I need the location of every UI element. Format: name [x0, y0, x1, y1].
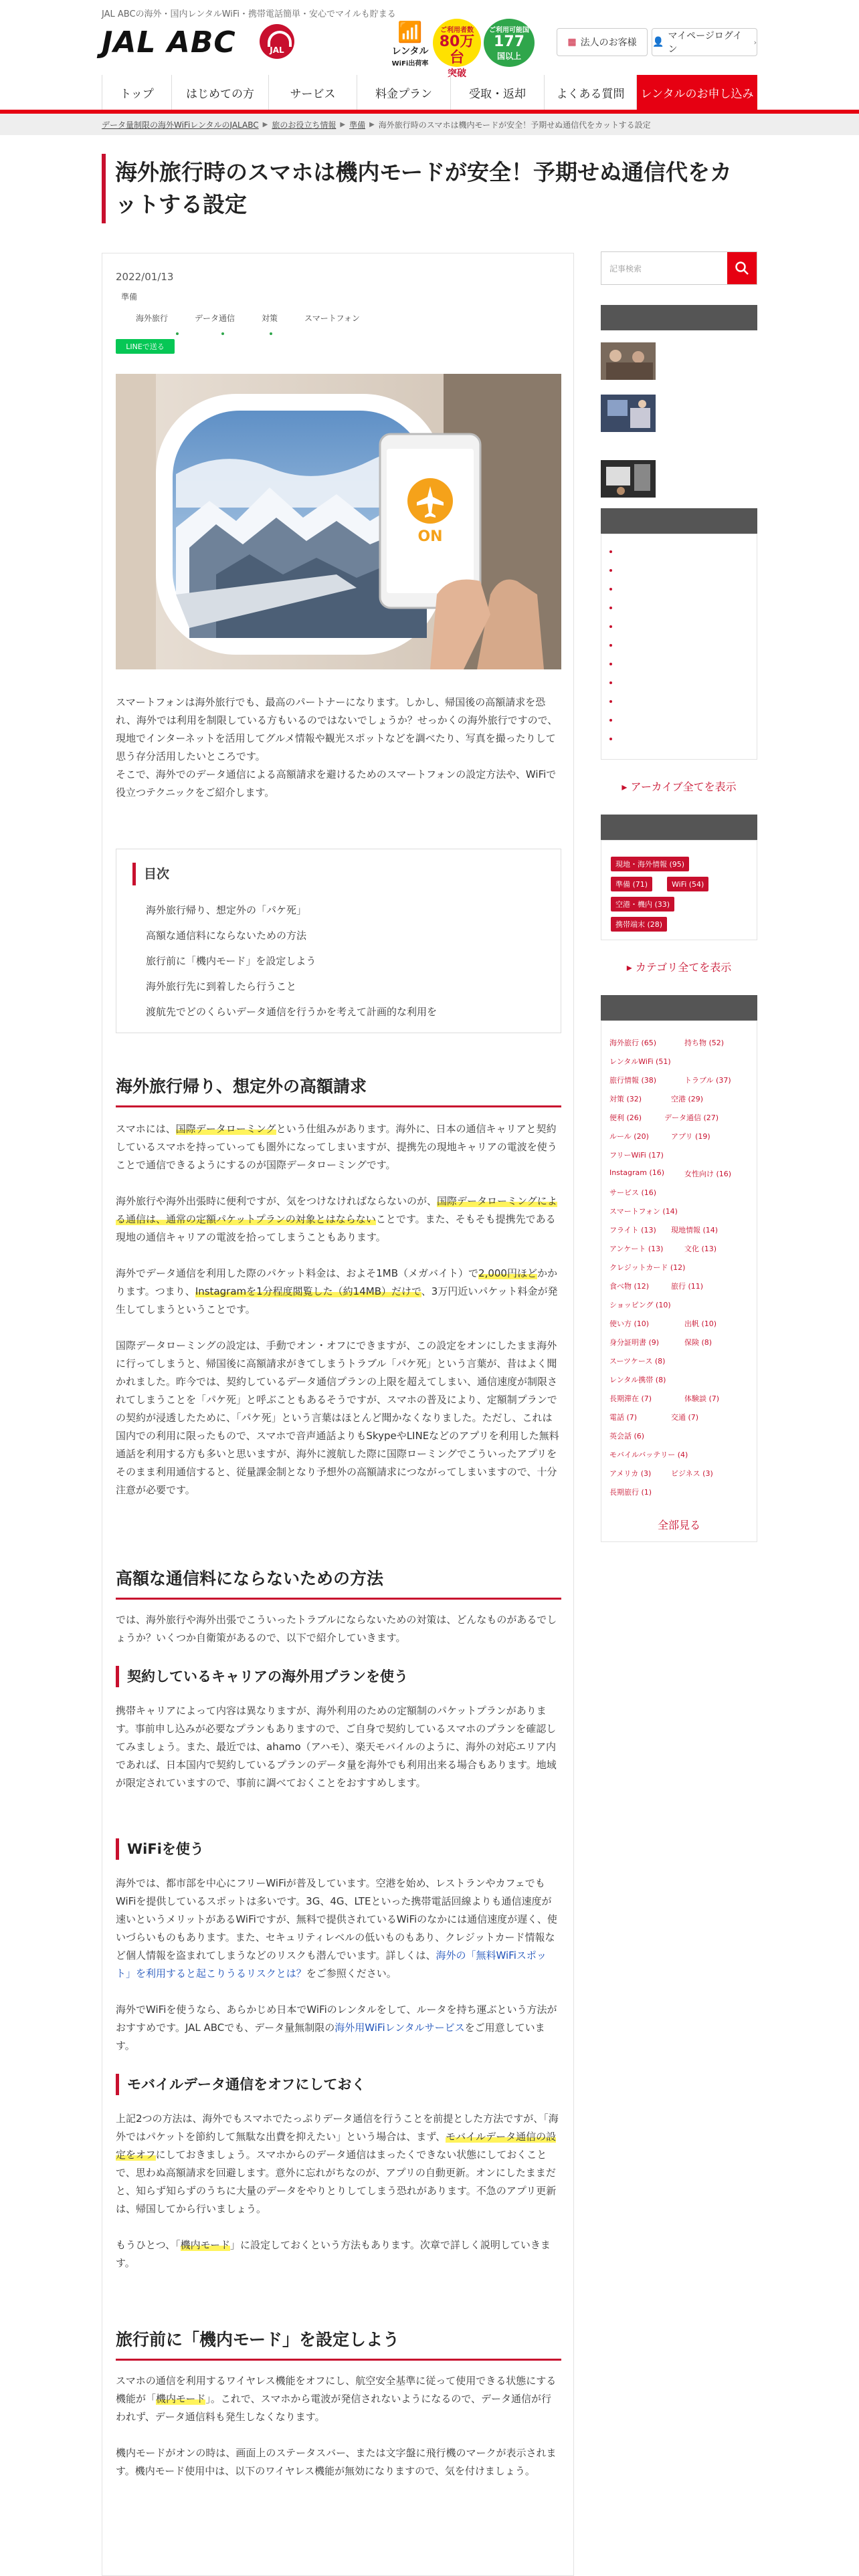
header [0, 19, 859, 79]
hero-on-text: ON [417, 528, 443, 545]
category-tag[interactable]: 携帯端末 (28) [611, 917, 667, 932]
chevron-right-icon: ▶ [262, 120, 268, 128]
main-nav [102, 75, 757, 110]
tag-link[interactable]: 体験談 (7) [684, 1394, 720, 1403]
paragraph: 上記2つの方法は、海外でもスマホでたっぷりデータ通信を行うことを前提とした方法ですが、「海外ではパケットを節約して無駄な出費を抑えたい」という場合は、まず、モバイルデータ通信の設定をオフにしておきましょう。スマホからのデータ通信はまったくできない状態にしておくことで、思わぬ高額請求を回避します。意外に忘れがちなのが、アプリの自動更新。オンにしたままだと、知らず知らずのうちに大量のデータをやりとりしてしまう恐れがあります。不急のアプリ更新は、帰国してから行いましょう。 [116, 2113, 559, 2215]
tag-link[interactable]: アプリ (19) [671, 1132, 710, 1141]
toc-item[interactable]: 渡航先でどのくらいデータ通信を行うかを考えて計画的な利用を [146, 1006, 438, 1018]
tag-link[interactable]: レンタルWiFi (51) [609, 1057, 671, 1066]
nav-top[interactable]: トップ [102, 75, 172, 110]
tag-link[interactable]: 食べ物 (12) [609, 1282, 650, 1291]
intro-p2: そこで、海外でのデータ通信による高額請求を避けるためのスマートフォンの設定方法や、WiFiで役立つテクニックをご紹介します。 [116, 768, 557, 798]
line-share-button[interactable]: LINEで送る [116, 339, 175, 354]
tag-link[interactable]: 現地情報 (14) [671, 1226, 719, 1235]
top-bar [0, 0, 859, 19]
breadcrumb-tips[interactable]: 旅のお役立ち情報 [272, 120, 337, 130]
tag-link[interactable]: 身分証明書 (9) [609, 1338, 660, 1347]
paragraph: 海外では、都市部を中心にフリーWiFiが普及しています。空港を始め、レストランやカフェでもWiFiを提供しているスポットは多いです。3G、4G、LTEといった携帯電話回線よりも通信速度が速いというメリットがあるWiFiですが、無料で提供されているWiFiのなかには通信速度が遅く、使いづらいものもあります。また、セキュリティレベルの低いものもあり、クレジットカード情報など個人情報を盗まれてしまうなどのリスクも潜んでいます。詳しくは、海外の「無料WiFiスポット」を利用すると起こりうるリスクとは？をご参照ください。 [116, 1877, 557, 1979]
tag-link[interactable]: 使い方 (10) [609, 1319, 650, 1328]
tag-link[interactable]: サービス (16) [609, 1188, 657, 1197]
paragraph: スマホの通信を利用するワイヤレス機能をオフにし、航空安全基準に従って使用できる状態にする機能が「機内モード」。これで、スマホから電波が発信されないようになるので、データ通信が行われず、データ通信料も発生しなくなります。 [116, 2375, 557, 2423]
tag-link[interactable]: 文化 (13) [684, 1245, 717, 1253]
nav-faq[interactable]: よくある質問 [545, 75, 637, 110]
tag-link[interactable]: アメリカ (3) [609, 1469, 652, 1478]
corporate-label: 法人のお客様 [580, 37, 637, 48]
badge-80 [433, 19, 481, 79]
archive-list [601, 534, 757, 760]
nav-service[interactable]: サービス [269, 75, 357, 110]
archive-bullet [609, 738, 612, 740]
tag-link[interactable]: スマートフォン (14) [609, 1207, 678, 1216]
category-tag[interactable]: 空港・機内 (33) [611, 897, 674, 911]
sidebar-heading [601, 815, 757, 840]
tag-link[interactable]: データ通信 [195, 314, 235, 323]
category-all-link[interactable]: ▸ カテゴリ全てを表示 [626, 961, 732, 974]
archive-bullet [609, 550, 612, 553]
table-of-contents [116, 849, 561, 1033]
tag-link[interactable]: スーツケース (8) [609, 1357, 666, 1366]
section-1-body [116, 1120, 561, 1499]
archive-bullet [609, 663, 612, 665]
popular-thumb[interactable] [601, 460, 656, 498]
badge-wifi-t1: レンタル [391, 46, 429, 57]
article-category[interactable]: 準備 [121, 292, 138, 302]
tag-link[interactable]: 旅行 (11) [671, 1282, 704, 1291]
toc-item[interactable]: 高額な通信料にならないための方法 [146, 930, 307, 942]
toc-title: 目次 [132, 863, 169, 885]
paragraph: 海外でWiFiを使うなら、あらかじめ日本でWiFiのレンタルをして、ルータを持ち運ぶという方法がおすすめです。JAL ABCでも、データ量無制限の海外用WiFiレンタルサービスをご用意しています。 [116, 2004, 557, 2052]
tags-all-link[interactable]: 全部見る [657, 1519, 700, 1531]
archive-bullet [609, 700, 612, 703]
nav-beginners[interactable]: はじめての方 [172, 75, 269, 110]
article [102, 253, 574, 2576]
archive-bullet [609, 607, 612, 609]
tag-link[interactable]: トラブル (37) [684, 1076, 731, 1085]
tag-link[interactable]: クレジットカード (12) [609, 1263, 686, 1272]
breadcrumb-current: 海外旅行時のスマホは機内モードが安全！予期せぬ通信代をカットする設定 [378, 120, 651, 130]
badge-wifi [390, 21, 430, 68]
tag-dot [176, 332, 179, 335]
tag-link[interactable]: 対策 [262, 314, 278, 323]
tag-dot [221, 332, 224, 335]
tag-link[interactable]: 英会話 (6) [609, 1432, 645, 1440]
toc-item[interactable]: 海外旅行帰り、想定外の「パケ死」 [146, 904, 307, 916]
section-heading: 海外旅行帰り、想定外の高額請求 [116, 1073, 561, 1107]
breadcrumb [0, 114, 859, 135]
thumb-image [601, 460, 656, 498]
tag-link[interactable]: 旅行情報 (38) [609, 1076, 657, 1085]
chevron-right-icon: › [753, 37, 757, 47]
breadcrumb-home[interactable]: データ量制限の海外WiFiレンタルのJALABC [102, 120, 259, 130]
chevron-right-icon: ▶ [340, 120, 346, 128]
archive-bullet [609, 644, 612, 647]
tag-cloud [601, 1021, 757, 1542]
tag-link[interactable]: 長期滞在 (7) [609, 1394, 652, 1403]
tag-link[interactable]: 空港 (29) [671, 1095, 704, 1103]
intro-text [116, 693, 561, 802]
tag-link[interactable]: 長期旅行 (1) [609, 1488, 652, 1497]
badge-80-t1: ご利用者数 [440, 27, 474, 34]
badge-wifi-t2: WiFi出荷率 [391, 60, 429, 68]
section-3-body [116, 2372, 561, 2480]
tag-link[interactable]: ショッピング (10) [609, 1301, 671, 1309]
thumb-image [601, 395, 656, 432]
tag-link[interactable]: 持ち物 (52) [684, 1039, 725, 1047]
nav-apply-button[interactable]: レンタルのお申し込み [637, 75, 757, 110]
thumb-image [601, 342, 656, 380]
wifi-icon: 📶 [397, 21, 423, 44]
section-heading: 高額な通信料にならないための方法 [116, 1566, 561, 1600]
sidebar-heading [601, 995, 757, 1021]
nav-pickup-return[interactable]: 受取・返却 [451, 75, 545, 110]
paragraph: 携帯キャリアによって内容は異なりますが、海外利用のための定額制のパケットプランがあります。事前申し込みが必要なプランもありますので、ご自身で契約しているスマホのプランを確認してみましょう。また、最近では、ahamo（アハモ）、楽天モバイルのように、海外の対応エリア内であれば、日本国内で契約しているプランのデータ量を海外でも利用出来る場合もあります。地域が限定されていますので、事前に調べておくことをおすすめします。 [116, 1705, 557, 1789]
archive-bullet [609, 625, 612, 628]
logo[interactable]: JAL ABC [102, 25, 236, 60]
tag-link[interactable]: 交通 (7) [671, 1413, 699, 1422]
tag-link[interactable]: アンケート (13) [609, 1245, 664, 1253]
sidebar-heading [601, 305, 757, 330]
breadcrumb-category[interactable]: 準備 [349, 120, 366, 130]
nav-pricing[interactable]: 料金プラン [357, 75, 451, 110]
archive-bullet [609, 588, 612, 591]
wifi-rental-link[interactable]: 海外用WiFiレンタルサービス [335, 2022, 465, 2034]
sidebar-heading [601, 508, 757, 534]
archive-all-link[interactable]: ▸ アーカイブ全てを表示 [622, 780, 737, 793]
corporate-button[interactable] [557, 28, 648, 56]
tag-link[interactable]: モバイルバッテリー (4) [609, 1451, 688, 1459]
section-2-intro [116, 1611, 561, 1647]
section-heading: 旅行前に「機内モード」を設定しよう [116, 2327, 561, 2361]
risk-article-link[interactable]: 海外の「無料WiFiスポット」を利用すると起こりうるリスクとは？ [116, 1949, 547, 1979]
subsection-heading: WiFiを使う [116, 1838, 561, 1860]
user-icon: 👤 [652, 37, 664, 47]
tag-link[interactable]: 便利 (26) [609, 1113, 642, 1122]
paragraph: スマホには、国際データローミングという仕組みがあります。海外に、日本の通信キャリアと契約しているスマホを持っていっても圏外になってしまいますが、提携先の現地キャリアの電波を使うことで通信できるようにするのが国際データローミングです。 [116, 1123, 557, 1171]
toc-item[interactable]: 海外旅行先に到着したら行うこと [146, 980, 297, 992]
tag-dot [270, 332, 272, 335]
archive-bullet [609, 569, 612, 572]
category-list [601, 840, 757, 940]
paragraph: 機内モードがオンの時は、画面上のステータスバー、または文字盤に飛行機のマークが表示されます。機内モード使用中は、以下のワイヤレス機能が無効になりますので、気を付けましょう。 [116, 2447, 557, 2477]
tag-link[interactable]: ビジネス (3) [671, 1469, 713, 1478]
category-tag[interactable]: 現地・海外情報 (95) [611, 857, 689, 871]
archive-bullet [609, 719, 612, 722]
tag-link[interactable]: 出帆 (10) [684, 1319, 717, 1328]
tag-link[interactable]: 海外旅行 [136, 314, 169, 323]
search-icon [735, 261, 749, 276]
paragraph: もうひとつ、「機内モード」に設定しておくという方法もあります。次章で詳しく説明していきます。 [116, 2239, 551, 2269]
archive-bullet [609, 681, 612, 684]
toc-item[interactable]: 旅行前に「機内モード」を設定しよう [146, 955, 316, 967]
subsection-body [116, 1874, 561, 2055]
tag-link[interactable]: スマートフォン [304, 314, 360, 323]
badge-177 [484, 19, 535, 67]
article-date: 2022/01/13 [116, 271, 174, 283]
mypage-label: マイページログイン [668, 31, 743, 55]
subsection-body [116, 2110, 561, 2272]
page-title: 海外旅行時のスマホは機内モードが安全！予期せぬ通信代をカットする設定 [102, 154, 751, 223]
hero-image [116, 374, 561, 669]
tag-link[interactable]: Instagram (16) [609, 1168, 665, 1177]
tag-link[interactable]: 海外旅行 (65) [609, 1039, 657, 1047]
tag-link[interactable]: ルール (20) [609, 1132, 649, 1141]
tag-link[interactable]: 対策 (32) [609, 1095, 642, 1103]
badge-177-t1: ご利用可能国 [489, 27, 529, 34]
subsection-body [116, 1702, 561, 1792]
paragraph: 海外でデータ通信を利用した際のパケット料金は、およそ1MB（メガバイト）で2,000円ほどかかります。つまり、Instagramを1分程度閲覧した（約14MB）だけで、3万円近いパケット料金が発生してしまうということです。 [116, 1267, 558, 1315]
category-tag[interactable]: WiFi (54) [667, 877, 708, 891]
tagline: JAL ABCの海外・国内レンタルWiFi・携帯電話簡単・安心でマイルも貯まる [102, 9, 396, 19]
tag-link[interactable]: 女性向け (16) [684, 1170, 732, 1178]
search-button[interactable] [727, 252, 757, 284]
building-icon: ▦ [567, 37, 577, 47]
subsection-heading: 契約しているキャリアの海外用プランを使う [116, 1666, 561, 1687]
paragraph: 海外旅行や海外出張時に便利ですが、気をつけなければならないのが、国際データローミングによる通信は、通常の定額パケットプランの対象とはならないことです。また、そもそも提携先である現地の通信キャリアの電波を拾ってしまうこともあります。 [116, 1195, 557, 1243]
tag-link[interactable]: フリーWiFi (17) [609, 1151, 664, 1160]
paragraph: では、海外旅行や海外出張でこういったトラブルにならないための対策は、どんなものがあるでしょうか？いくつか自衛策があるので、以下で紹介していきます。 [116, 1614, 557, 1644]
badge-177-t3: 国以上 [496, 51, 521, 61]
search-input[interactable] [601, 251, 757, 285]
tag-link[interactable]: フライト (13) [609, 1226, 656, 1235]
search-placeholder: 記事検索 [609, 264, 642, 274]
tag-link[interactable]: 保険 (8) [684, 1338, 712, 1347]
intro-p1: スマートフォンは海外旅行でも、最高のパートナーになります。しかし、帰国後の高額請求を恐れ、海外では利用を制限している方もいるのではないでしょうか？せっかくの海外旅行ですので、現地でインターネットを活用してグルメ情報や観光スポットなどを調べたり、写真を撮ったりして思う存分活用したいところです。 [116, 696, 558, 762]
mypage-login-button[interactable] [652, 28, 757, 56]
jal-crane-logo: JAL [260, 24, 294, 59]
subsection-heading: モバイルデータ通信をオフにしておく [116, 2074, 561, 2095]
paragraph: 国際データローミングの設定は、手動でオン・オフにできますが、この設定をオンにしたまま海外に行ってしまうと、帰国後に高額請求がきてしまうトラブル「パケ死」という言葉が、昔はよく聞かれました。昨今では、契約しているデータ通信プランの上限を超えてしまい、通信速度が制限されてしまうことを「パケ死」と呼ぶこともあるそうですが、スマホの普及により、定額制プランでの契約が浸透したために、「パケ死」という言葉はほとんど聞かなくなりました。ただし、これは国内での利用に限ったもので、スマホで音声通話よりもSkypeやLINEなどのアプリを利用した無料通話を利用する方も多いと思いますが、海外に渡航した際に国際ローミングでこういったアプリをそのまま利用通信すると、従量課金制となり予想外の高額請求につながってしまいますので、十分注意が必要です。 [116, 1339, 559, 1496]
badge-80-t3: 突破 [448, 68, 466, 79]
popular-thumb[interactable] [601, 342, 656, 380]
hero-illustration [116, 374, 561, 669]
badge-177-t2: 177 [494, 33, 524, 50]
chevron-right-icon: ▶ [369, 120, 375, 128]
tag-link[interactable]: レンタル携帯 (8) [609, 1376, 666, 1384]
badge-80-t2: 80万台 [439, 33, 475, 66]
tag-link[interactable]: 電話 (7) [609, 1413, 638, 1422]
category-tag[interactable]: 準備 (71) [611, 877, 652, 891]
popular-thumb[interactable] [601, 395, 656, 432]
article-tags [136, 312, 387, 324]
tag-link[interactable]: データ通信 (27) [664, 1113, 719, 1122]
